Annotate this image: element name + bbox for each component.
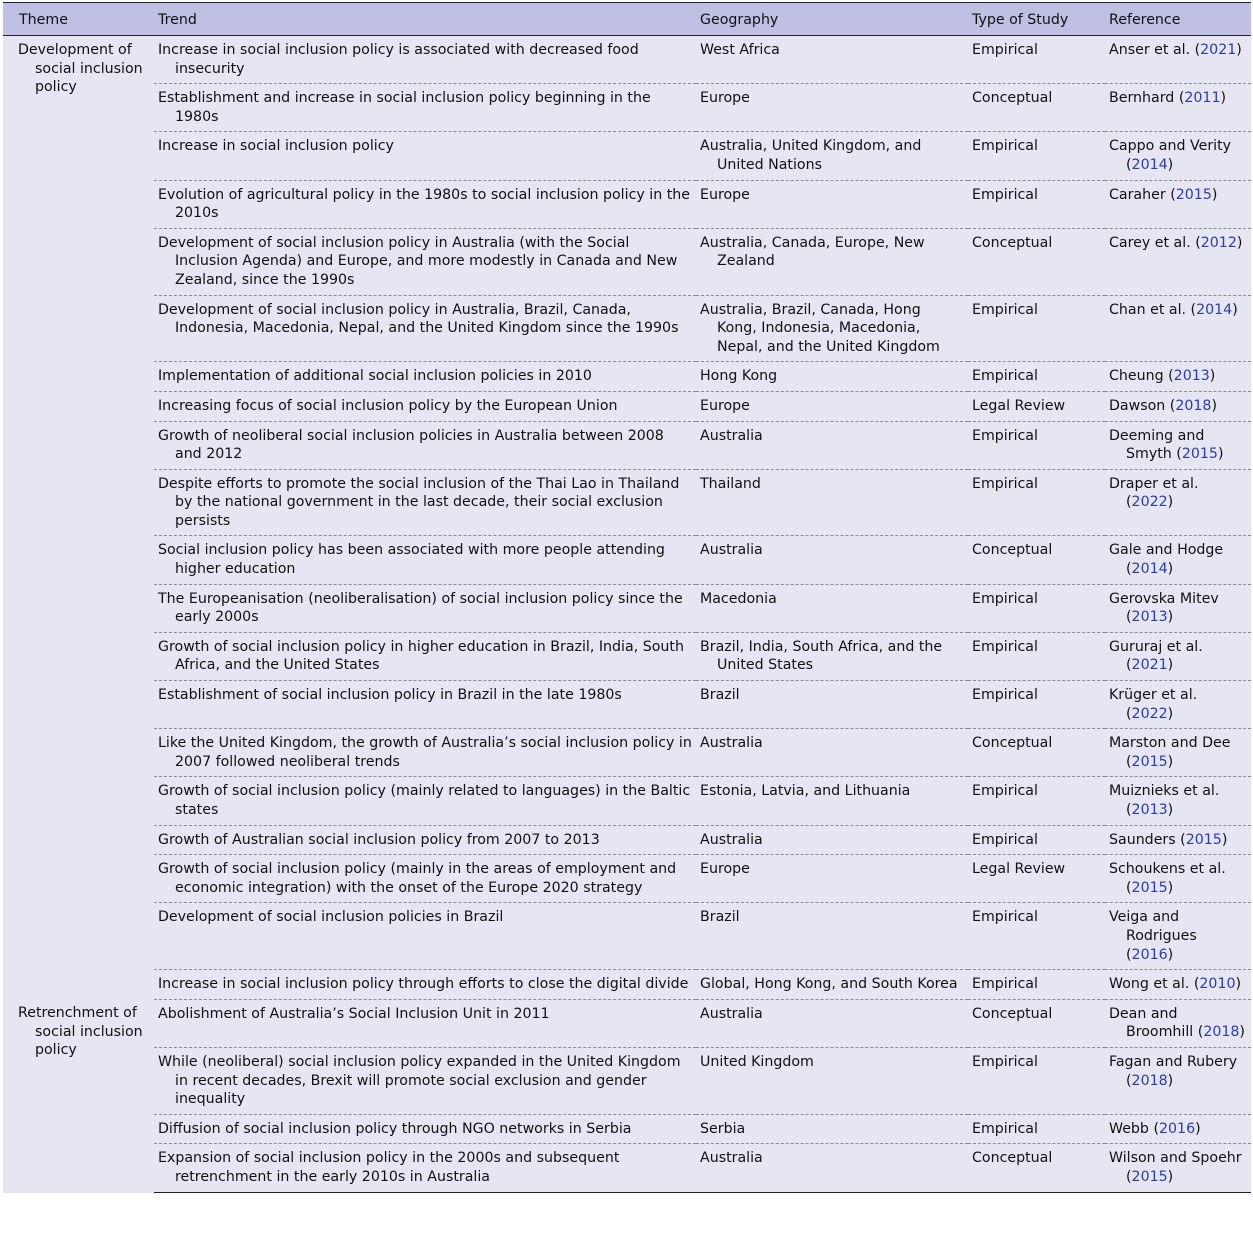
trend-cell bbox=[154, 228, 696, 295]
type-cell bbox=[968, 469, 1105, 536]
type-text: Empirical bbox=[972, 638, 1038, 655]
trend-text: Abolishment of Australia’s Social Inclusion Unit in 2011 bbox=[158, 1005, 550, 1022]
type-text: Legal Review bbox=[972, 861, 1066, 878]
reference-citation: Marston and Dee (2015) bbox=[1109, 735, 1231, 770]
type-cell bbox=[968, 825, 1105, 855]
table-row bbox=[3, 1047, 1251, 1114]
reference-citation: Chan et al. (2014) bbox=[1109, 301, 1238, 318]
reference-citation: Dean and Broomhill (2018) bbox=[1109, 1005, 1245, 1041]
type-text: Empirical bbox=[972, 590, 1038, 607]
reference-author: Bernhard bbox=[1109, 90, 1175, 107]
trend-cell bbox=[154, 84, 696, 132]
reference-citation: Wong et al. (2010) bbox=[1109, 976, 1242, 993]
geography-cell bbox=[696, 681, 968, 729]
type-cell bbox=[968, 777, 1105, 825]
reference-author: Cheung bbox=[1109, 368, 1164, 385]
type-cell bbox=[968, 362, 1105, 392]
trend-text: The Europeanisation (neoliberalisation) of social inclusion policy since the early 2000s bbox=[158, 590, 683, 626]
trend-text: Increase in social inclusion policy bbox=[158, 138, 394, 155]
trend-text: Growth of Australian social inclusion policy from 2007 to 2013 bbox=[158, 831, 600, 848]
reference-author: Marston and Dee bbox=[1109, 735, 1231, 752]
reference-author: Dean and Broomhill bbox=[1109, 1005, 1194, 1041]
geography-text: Australia bbox=[700, 1005, 763, 1022]
type-text: Empirical bbox=[972, 301, 1038, 318]
trend-cell bbox=[154, 1114, 696, 1144]
reference-cell bbox=[1105, 295, 1251, 362]
reference-year-link[interactable]: 2013 bbox=[1131, 802, 1168, 818]
reference-author: Deeming and Smyth bbox=[1109, 427, 1205, 463]
trend-text: Evolution of agricultural policy in the 1980s to social inclusion policy in the 2010s bbox=[158, 186, 691, 222]
geography-cell bbox=[696, 536, 968, 584]
type-cell bbox=[968, 391, 1105, 421]
reference-author: Caraher bbox=[1109, 186, 1166, 203]
trend-text: Development of social inclusion policies in Brazil bbox=[158, 909, 504, 926]
reference-author: Gerovska Mitev bbox=[1109, 590, 1219, 607]
table-row bbox=[3, 584, 1251, 632]
table-row bbox=[3, 632, 1251, 680]
geography-text: Brazil bbox=[700, 909, 740, 926]
table-row bbox=[3, 228, 1251, 295]
reference-author: Wilson and Spoehr bbox=[1109, 1150, 1242, 1167]
reference-citation: Wilson and Spoehr (2015) bbox=[1109, 1150, 1242, 1185]
table-row bbox=[3, 855, 1251, 903]
geography-text: West Africa bbox=[700, 42, 780, 58]
reference-author: Krüger et al. bbox=[1109, 687, 1198, 704]
trend-text: Growth of social inclusion policy (mainly in the areas of employment and economic integration) with the onset of the Europe 2020 strategy bbox=[158, 861, 677, 896]
table-row bbox=[3, 36, 1251, 84]
geography-text: Australia bbox=[700, 1150, 763, 1167]
geography-cell bbox=[696, 855, 968, 903]
trend-cell bbox=[154, 421, 696, 469]
table-row bbox=[3, 391, 1251, 421]
reference-author: Schoukens et al. bbox=[1109, 861, 1226, 878]
reference-year-link[interactable]: 2014 bbox=[1131, 561, 1168, 578]
reference-citation: Schoukens et al. (2015) bbox=[1109, 861, 1226, 896]
column-header-trend: Trend bbox=[154, 3, 696, 36]
reference-cell bbox=[1105, 469, 1251, 536]
trend-text: Despite efforts to promote the social inclusion of the Thai Lao in Thailand by the national government in the last decade, their social exclusion persists bbox=[158, 475, 680, 529]
reference-author: Fagan and Rubery bbox=[1109, 1053, 1238, 1070]
reference-year-link[interactable]: 2010 bbox=[1199, 976, 1236, 993]
reference-year-link[interactable]: 2012 bbox=[1200, 234, 1237, 251]
reference-citation: Saunders (2015) bbox=[1109, 831, 1228, 848]
reference-year-link[interactable]: 2015 bbox=[1181, 446, 1218, 463]
trend-cell bbox=[154, 295, 696, 362]
geography-cell bbox=[696, 469, 968, 536]
reference-cell bbox=[1105, 970, 1251, 1000]
reference-cell bbox=[1105, 391, 1251, 421]
geography-cell bbox=[696, 132, 968, 180]
reference-author: Gururaj et al. bbox=[1109, 638, 1203, 655]
geography-text: Australia bbox=[700, 735, 763, 752]
type-cell bbox=[968, 729, 1105, 777]
theme-cell bbox=[3, 36, 154, 1000]
table-row bbox=[3, 999, 1251, 1047]
trend-cell bbox=[154, 681, 696, 729]
literature-table bbox=[3, 2, 1251, 1193]
table-row bbox=[3, 729, 1251, 777]
geography-cell bbox=[696, 825, 968, 855]
table-row bbox=[3, 536, 1251, 584]
geography-cell bbox=[696, 1144, 968, 1192]
type-text: Empirical bbox=[972, 1120, 1038, 1137]
trend-text: While (neoliberal) social inclusion policy expanded in the United Kingdom in recent decades, Brexit will promote social exclusion and gender inequality bbox=[158, 1053, 681, 1108]
reference-cell bbox=[1105, 1047, 1251, 1114]
geography-text: Macedonia bbox=[700, 590, 777, 607]
trend-cell bbox=[154, 469, 696, 536]
reference-citation: Krüger et al. (2022) bbox=[1109, 687, 1198, 722]
geography-text: Europe bbox=[700, 90, 750, 107]
geography-cell bbox=[696, 228, 968, 295]
trend-text: Establishment and increase in social inclusion policy beginning in the 1980s bbox=[158, 90, 651, 125]
reference-citation: Gerovska Mitev (2013) bbox=[1109, 590, 1219, 626]
reference-cell bbox=[1105, 632, 1251, 680]
table-row bbox=[3, 295, 1251, 362]
reference-year-link[interactable]: 2015 bbox=[1131, 1168, 1168, 1185]
geography-text: Global, Hong Kong, and South Korea bbox=[700, 976, 958, 993]
geography-text: Serbia bbox=[700, 1120, 746, 1137]
geography-cell bbox=[696, 36, 968, 84]
trend-text: Like the United Kingdom, the growth of Australia’s social inclusion policy in 2007 followed neoliberal trends bbox=[158, 735, 692, 770]
table-row bbox=[3, 84, 1251, 132]
table-row bbox=[3, 1114, 1251, 1144]
table-row bbox=[3, 777, 1251, 825]
reference-citation: Cheung (2013) bbox=[1109, 368, 1216, 385]
reference-cell bbox=[1105, 855, 1251, 903]
type-cell bbox=[968, 228, 1105, 295]
trend-text: Establishment of social inclusion policy in Brazil in the late 1980s bbox=[158, 687, 622, 704]
geography-cell bbox=[696, 729, 968, 777]
geography-text: Hong Kong bbox=[700, 368, 778, 385]
geography-text: Europe bbox=[700, 861, 750, 878]
geography-text: Australia bbox=[700, 542, 763, 559]
geography-text: United Kingdom bbox=[700, 1053, 814, 1070]
reference-cell bbox=[1105, 584, 1251, 632]
type-text: Empirical bbox=[972, 783, 1038, 800]
reference-citation: Dawson (2018) bbox=[1109, 397, 1217, 414]
reference-author: Carey et al. bbox=[1109, 234, 1191, 251]
trend-text: Growth of neoliberal social inclusion policies in Australia between 2008 and 2012 bbox=[158, 427, 664, 463]
type-cell bbox=[968, 970, 1105, 1000]
type-cell bbox=[968, 1047, 1105, 1114]
type-text: Empirical bbox=[972, 186, 1038, 203]
geography-cell bbox=[696, 391, 968, 421]
geography-text: Thailand bbox=[700, 475, 761, 492]
type-cell bbox=[968, 999, 1105, 1047]
geography-text: Australia bbox=[700, 427, 763, 444]
type-text: Empirical bbox=[972, 687, 1038, 704]
reference-year-link[interactable]: 2018 bbox=[1203, 1024, 1240, 1041]
trend-cell bbox=[154, 903, 696, 970]
trend-text: Development of social inclusion policy in Australia (with the Social Inclusion Agenda) and Europe, and more modestly in Canada and New Zealand, since the 1990s bbox=[158, 234, 678, 288]
type-cell bbox=[968, 536, 1105, 584]
geography-cell bbox=[696, 362, 968, 392]
trend-cell bbox=[154, 536, 696, 584]
table-body bbox=[3, 36, 1251, 1193]
trend-cell bbox=[154, 1144, 696, 1192]
reference-citation: Cappo and Verity (2014) bbox=[1109, 138, 1232, 173]
reference-cell bbox=[1105, 1144, 1251, 1192]
reference-year-link[interactable]: 2018 bbox=[1131, 1072, 1168, 1089]
trend-cell bbox=[154, 632, 696, 680]
column-header-type: Type of Study bbox=[968, 3, 1105, 36]
reference-cell bbox=[1105, 84, 1251, 132]
trend-text: Implementation of additional social inclusion policies in 2010 bbox=[158, 368, 592, 385]
reference-cell bbox=[1105, 777, 1251, 825]
table-row bbox=[3, 421, 1251, 469]
type-cell bbox=[968, 1144, 1105, 1192]
reference-year-link[interactable]: 2016 bbox=[1131, 946, 1168, 963]
geography-text: Brazil bbox=[700, 687, 740, 704]
reference-cell bbox=[1105, 999, 1251, 1047]
reference-cell bbox=[1105, 180, 1251, 228]
column-header-geography: Geography bbox=[696, 3, 968, 36]
reference-author: Draper et al. bbox=[1109, 475, 1199, 492]
reference-year-link[interactable]: 2018 bbox=[1175, 397, 1212, 414]
table-row bbox=[3, 132, 1251, 180]
table-row bbox=[3, 469, 1251, 536]
reference-author: Gale and Hodge bbox=[1109, 542, 1224, 559]
trend-cell bbox=[154, 855, 696, 903]
trend-text: Social inclusion policy has been associated with more people attending higher education bbox=[158, 542, 665, 578]
trend-cell bbox=[154, 777, 696, 825]
type-cell bbox=[968, 855, 1105, 903]
reference-author: Wong et al. bbox=[1109, 976, 1190, 993]
reference-author: Veiga and Rodrigues bbox=[1109, 909, 1197, 944]
type-text: Conceptual bbox=[972, 735, 1053, 752]
reference-year-link[interactable]: 2016 bbox=[1158, 1120, 1196, 1137]
type-text: Conceptual bbox=[972, 1005, 1053, 1022]
reference-author: Chan et al. bbox=[1109, 301, 1187, 318]
geography-cell bbox=[696, 180, 968, 228]
reference-cell bbox=[1105, 421, 1251, 469]
reference-citation: Muiznieks et al. (2013) bbox=[1109, 783, 1220, 818]
trend-cell bbox=[154, 1047, 696, 1114]
reference-cell bbox=[1105, 903, 1251, 970]
trend-text: Expansion of social inclusion policy in the 2000s and subsequent retrenchment in the early 2010s in Australia bbox=[158, 1150, 620, 1185]
reference-cell bbox=[1105, 681, 1251, 729]
reference-year-link[interactable]: 2021 bbox=[1200, 42, 1237, 58]
table-row bbox=[3, 180, 1251, 228]
reference-year-link[interactable]: 2021 bbox=[1131, 657, 1168, 674]
reference-author: Muiznieks et al. bbox=[1109, 783, 1220, 800]
reference-cell bbox=[1105, 536, 1251, 584]
table-row bbox=[3, 825, 1251, 855]
trend-cell bbox=[154, 970, 696, 1000]
table-row bbox=[3, 970, 1251, 1000]
reference-year-link[interactable]: 2013 bbox=[1173, 368, 1210, 385]
geography-cell bbox=[696, 777, 968, 825]
reference-year-link[interactable]: 2015 bbox=[1185, 831, 1222, 848]
trend-text: Growth of social inclusion policy (mainly related to languages) in the Baltic states bbox=[158, 783, 691, 818]
geography-cell bbox=[696, 1114, 968, 1144]
geography-text: Europe bbox=[700, 397, 750, 414]
reference-citation: Gururaj et al. (2021) bbox=[1109, 638, 1203, 674]
trend-text: Increase in social inclusion policy through efforts to close the digital divide bbox=[158, 976, 689, 993]
type-cell bbox=[968, 632, 1105, 680]
trend-cell bbox=[154, 729, 696, 777]
type-text: Empirical bbox=[972, 1053, 1038, 1070]
type-cell bbox=[968, 681, 1105, 729]
reference-cell bbox=[1105, 1114, 1251, 1144]
trend-cell bbox=[154, 825, 696, 855]
geography-cell bbox=[696, 1047, 968, 1114]
reference-year-link[interactable]: 2022 bbox=[1131, 705, 1168, 722]
geography-text: Australia, United Kingdom, and United Nations bbox=[700, 138, 922, 173]
table-row bbox=[3, 362, 1251, 392]
trend-cell bbox=[154, 362, 696, 392]
type-cell bbox=[968, 132, 1105, 180]
reference-citation: Draper et al. (2022) bbox=[1109, 475, 1199, 511]
type-cell bbox=[968, 180, 1105, 228]
reference-author: Webb bbox=[1109, 1120, 1149, 1137]
table-header bbox=[3, 3, 1251, 36]
geography-cell bbox=[696, 84, 968, 132]
reference-cell bbox=[1105, 132, 1251, 180]
type-cell bbox=[968, 36, 1105, 84]
reference-citation: Caraher (2015) bbox=[1109, 186, 1218, 203]
reference-cell bbox=[1105, 362, 1251, 392]
reference-year-link[interactable]: 2022 bbox=[1131, 494, 1168, 511]
trend-text: Development of social inclusion policy in Australia, Brazil, Canada, Indonesia, Macedonia, Nepal, and the United Kingdom since the 1990s bbox=[158, 301, 679, 337]
reference-citation: Veiga and Rodrigues (2016) bbox=[1109, 909, 1197, 963]
trend-cell bbox=[154, 391, 696, 421]
reference-cell bbox=[1105, 228, 1251, 295]
geography-cell bbox=[696, 295, 968, 362]
geography-cell bbox=[696, 421, 968, 469]
trend-text: Increase in social inclusion policy is associated with decreased food insecurity bbox=[158, 42, 639, 77]
reference-cell bbox=[1105, 825, 1251, 855]
reference-citation: Gale and Hodge (2014) bbox=[1109, 542, 1224, 578]
geography-cell bbox=[696, 970, 968, 1000]
reference-citation: Webb (2016) bbox=[1109, 1120, 1201, 1137]
reference-author: Anser et al. bbox=[1109, 42, 1191, 58]
theme-label: Retrenchment of social inclusion policy bbox=[18, 1005, 143, 1059]
theme-label: Development of social inclusion policy bbox=[18, 42, 143, 96]
reference-year-link[interactable]: 2014 bbox=[1196, 301, 1233, 318]
trend-cell bbox=[154, 36, 696, 84]
geography-cell bbox=[696, 999, 968, 1047]
header-row bbox=[3, 3, 1251, 36]
reference-year-link[interactable]: 2013 bbox=[1131, 609, 1168, 626]
type-text: Empirical bbox=[972, 427, 1038, 444]
type-cell bbox=[968, 1114, 1105, 1144]
geography-text: Estonia, Latvia, and Lithuania bbox=[700, 783, 911, 800]
type-cell bbox=[968, 903, 1105, 970]
column-header-reference: Reference bbox=[1105, 3, 1251, 36]
type-cell bbox=[968, 84, 1105, 132]
trend-text: Diffusion of social inclusion policy through NGO networks in Serbia bbox=[158, 1120, 632, 1137]
reference-citation: Bernhard (2011) bbox=[1109, 90, 1227, 107]
column-header-theme: Theme bbox=[3, 3, 154, 36]
geography-cell bbox=[696, 584, 968, 632]
geography-text: Europe bbox=[700, 186, 750, 203]
table-row bbox=[3, 903, 1251, 970]
reference-year-link[interactable]: 2015 bbox=[1175, 186, 1212, 203]
reference-citation: Fagan and Rubery (2018) bbox=[1109, 1053, 1238, 1089]
type-cell bbox=[968, 584, 1105, 632]
type-text: Empirical bbox=[972, 368, 1038, 385]
trend-cell bbox=[154, 132, 696, 180]
reference-citation: Deeming and Smyth (2015) bbox=[1109, 427, 1224, 463]
type-text: Empirical bbox=[972, 909, 1038, 926]
trend-text: Increasing focus of social inclusion policy by the European Union bbox=[158, 397, 618, 414]
geography-text: Australia, Canada, Europe, New Zealand bbox=[700, 234, 925, 270]
type-text: Conceptual bbox=[972, 234, 1053, 251]
type-text: Empirical bbox=[972, 976, 1038, 993]
type-text: Legal Review bbox=[972, 397, 1066, 414]
trend-text: Growth of social inclusion policy in higher education in Brazil, India, South Africa, and the United States bbox=[158, 638, 684, 674]
geography-text: Brazil, India, South Africa, and the United States bbox=[700, 638, 943, 674]
geography-cell bbox=[696, 632, 968, 680]
table-row bbox=[3, 1144, 1251, 1192]
reference-year-link[interactable]: 2014 bbox=[1131, 156, 1168, 173]
reference-author: Dawson bbox=[1109, 397, 1166, 414]
type-cell bbox=[968, 421, 1105, 469]
geography-text: Australia bbox=[700, 831, 763, 848]
reference-cell bbox=[1105, 729, 1251, 777]
trend-cell bbox=[154, 584, 696, 632]
reference-year-link[interactable]: 2011 bbox=[1184, 90, 1221, 107]
reference-cell bbox=[1105, 36, 1251, 84]
reference-year-link[interactable]: 2015 bbox=[1131, 753, 1168, 770]
theme-cell bbox=[3, 999, 154, 1192]
geography-cell bbox=[696, 903, 968, 970]
type-text: Conceptual bbox=[972, 1150, 1053, 1167]
reference-author: Cappo and Verity bbox=[1109, 138, 1232, 155]
type-text: Empirical bbox=[972, 831, 1038, 848]
type-text: Conceptual bbox=[972, 542, 1053, 559]
reference-author: Saunders bbox=[1109, 831, 1176, 848]
reference-citation: Anser et al. (2021) bbox=[1109, 42, 1242, 58]
type-cell bbox=[968, 295, 1105, 362]
reference-citation: Carey et al. (2012) bbox=[1109, 234, 1243, 251]
type-text: Empirical bbox=[972, 42, 1038, 58]
trend-cell bbox=[154, 999, 696, 1047]
geography-text: Australia, Brazil, Canada, Hong Kong, Indonesia, Macedonia, Nepal, and the United Kingdom bbox=[700, 301, 940, 355]
table-row bbox=[3, 681, 1251, 729]
trend-cell bbox=[154, 180, 696, 228]
reference-year-link[interactable]: 2015 bbox=[1131, 879, 1168, 896]
type-text: Conceptual bbox=[972, 90, 1053, 107]
type-text: Empirical bbox=[972, 138, 1038, 155]
type-text: Empirical bbox=[972, 475, 1038, 492]
